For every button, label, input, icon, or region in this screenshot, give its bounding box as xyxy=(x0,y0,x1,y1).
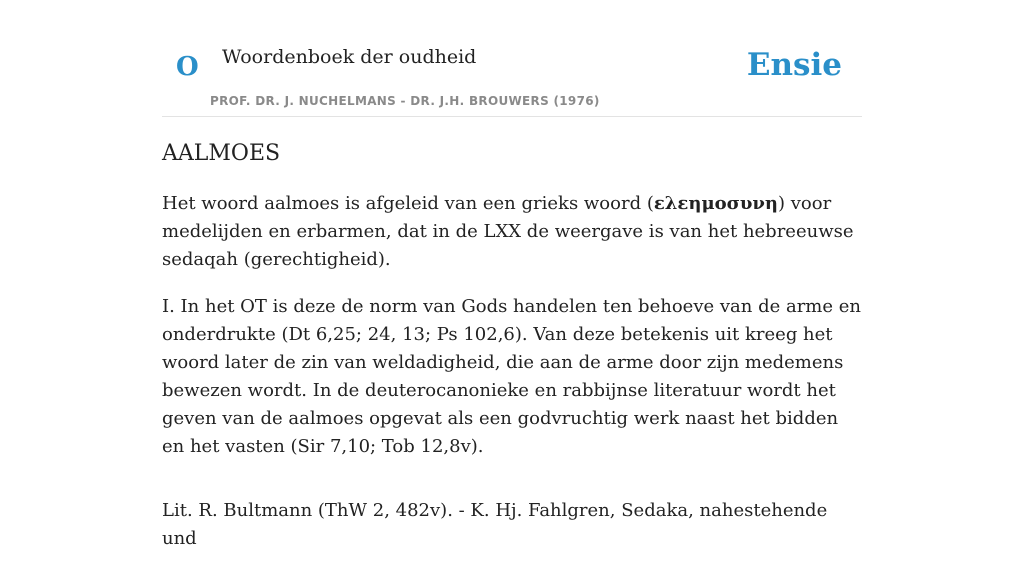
book-authors: PROF. DR. J. NUCHELMANS - DR. J.H. BROUWERS (1976) xyxy=(210,94,600,108)
article-paragraph-1 xyxy=(162,190,866,274)
book-header xyxy=(162,0,862,117)
greek-term: ελεημοσυνη xyxy=(653,193,778,214)
article-literature: Lit. R. Bultmann (ThW 2, 482v). - K. Hj. Fahlgren, Sedaka, nahestehende und xyxy=(162,500,828,549)
article-paragraph-2: I. In het OT is deze de norm van Gods handelen ten behoeve van de arme en onderdrukte (Dt 6,25; 24, 13; Ps 102,6). Van deze betekenis uit kreeg het woord later de zin van weldadigheid, die aan de arme door zijn medemens bewezen wordt. In de deuterocanonieke en rabbijnse literatuur wordt het geven van de aalmoes opgevat als een godvruchtig werk naast het bidden en het vasten (Sir 7,10; Tob 12,8v). xyxy=(162,296,861,457)
book-title[interactable]: Woordenboek der oudheid xyxy=(222,46,477,68)
book-logo-mark[interactable]: O xyxy=(176,52,199,82)
paragraph-1-text-end: ) voor medelijden en erbarmen, dat in de LXX de weergave is van het hebreeuwse sedaqah (gerechtigheid). xyxy=(162,193,854,270)
article-headword: AALMOES xyxy=(162,141,281,166)
paragraph-1-text-start: Het woord aalmoes is afgeleid van een grieks woord ( xyxy=(162,193,654,214)
ensie-logo-link[interactable]: Ensie xyxy=(746,47,842,83)
article-content xyxy=(162,138,866,572)
